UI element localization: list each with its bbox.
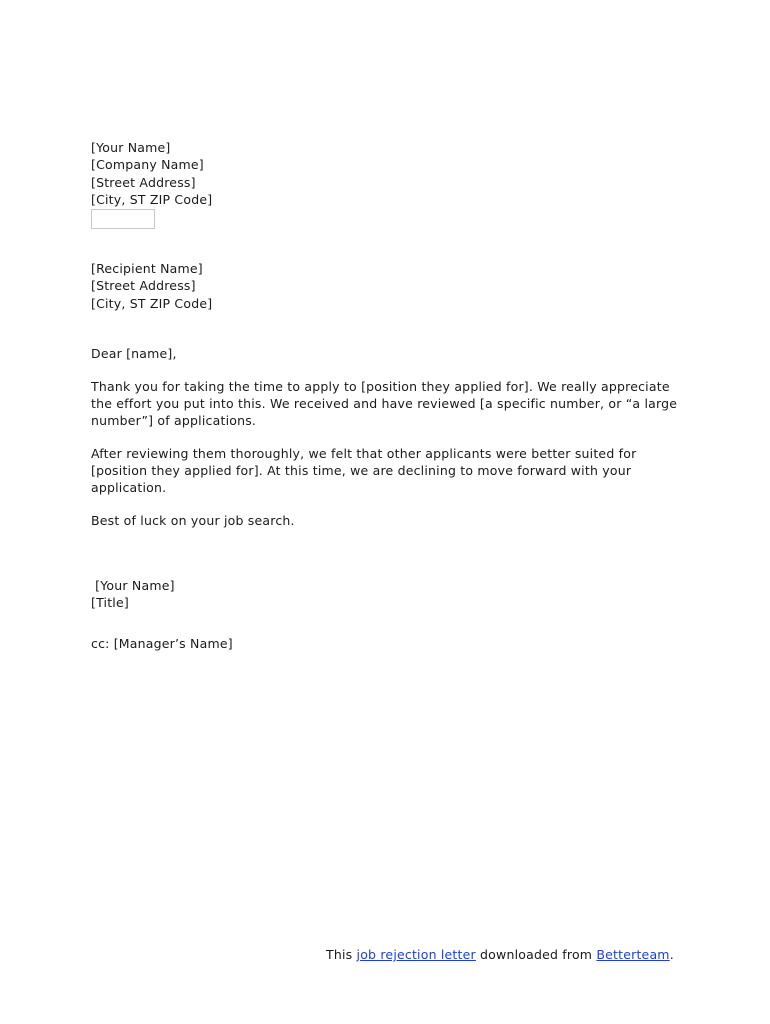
job-rejection-letter-link[interactable]: job rejection letter [356, 947, 476, 962]
sender-city: [City, ST ZIP Code] [91, 192, 213, 208]
body-paragraph-3: Best of luck on your job search. [91, 513, 295, 528]
betterteam-link[interactable]: Betterteam [596, 947, 670, 962]
footer-prefix: This [326, 947, 357, 962]
cc-line: cc: [Manager’s Name] [91, 636, 233, 651]
sender-name: [Your Name] [91, 140, 171, 155]
signature-title: [Title] [91, 595, 129, 611]
recipient-address-block [91, 260, 212, 312]
salutation: Dear [name], [91, 346, 177, 361]
recipient-street: [Street Address] [91, 278, 196, 294]
sender-company: [Company Name] [91, 157, 204, 173]
body-paragraph-1: Thank you for taking the time to apply to [position they applied for]. We really appreciate the effort you put into this. We received and have reviewed [a specific number, or “a large number”] of applications. [91, 379, 678, 429]
recipient-name: [Recipient Name] [91, 261, 203, 276]
footer-suffix: . [669, 947, 674, 962]
footer-attribution [326, 946, 674, 963]
signature-name: [Your Name] [91, 578, 175, 593]
recipient-city: [City, ST ZIP Code] [91, 295, 213, 311]
footer-middle: downloaded from [475, 947, 597, 962]
sender-address-block [91, 139, 212, 209]
signature-block [91, 577, 175, 612]
body-paragraph-2: After reviewing them thoroughly, we felt that other applicants were better suited for [position they applied for]. At this time, we are declining to move forward with your application. [91, 446, 637, 496]
date-input[interactable] [91, 209, 155, 229]
sender-street: [Street Address] [91, 174, 196, 190]
